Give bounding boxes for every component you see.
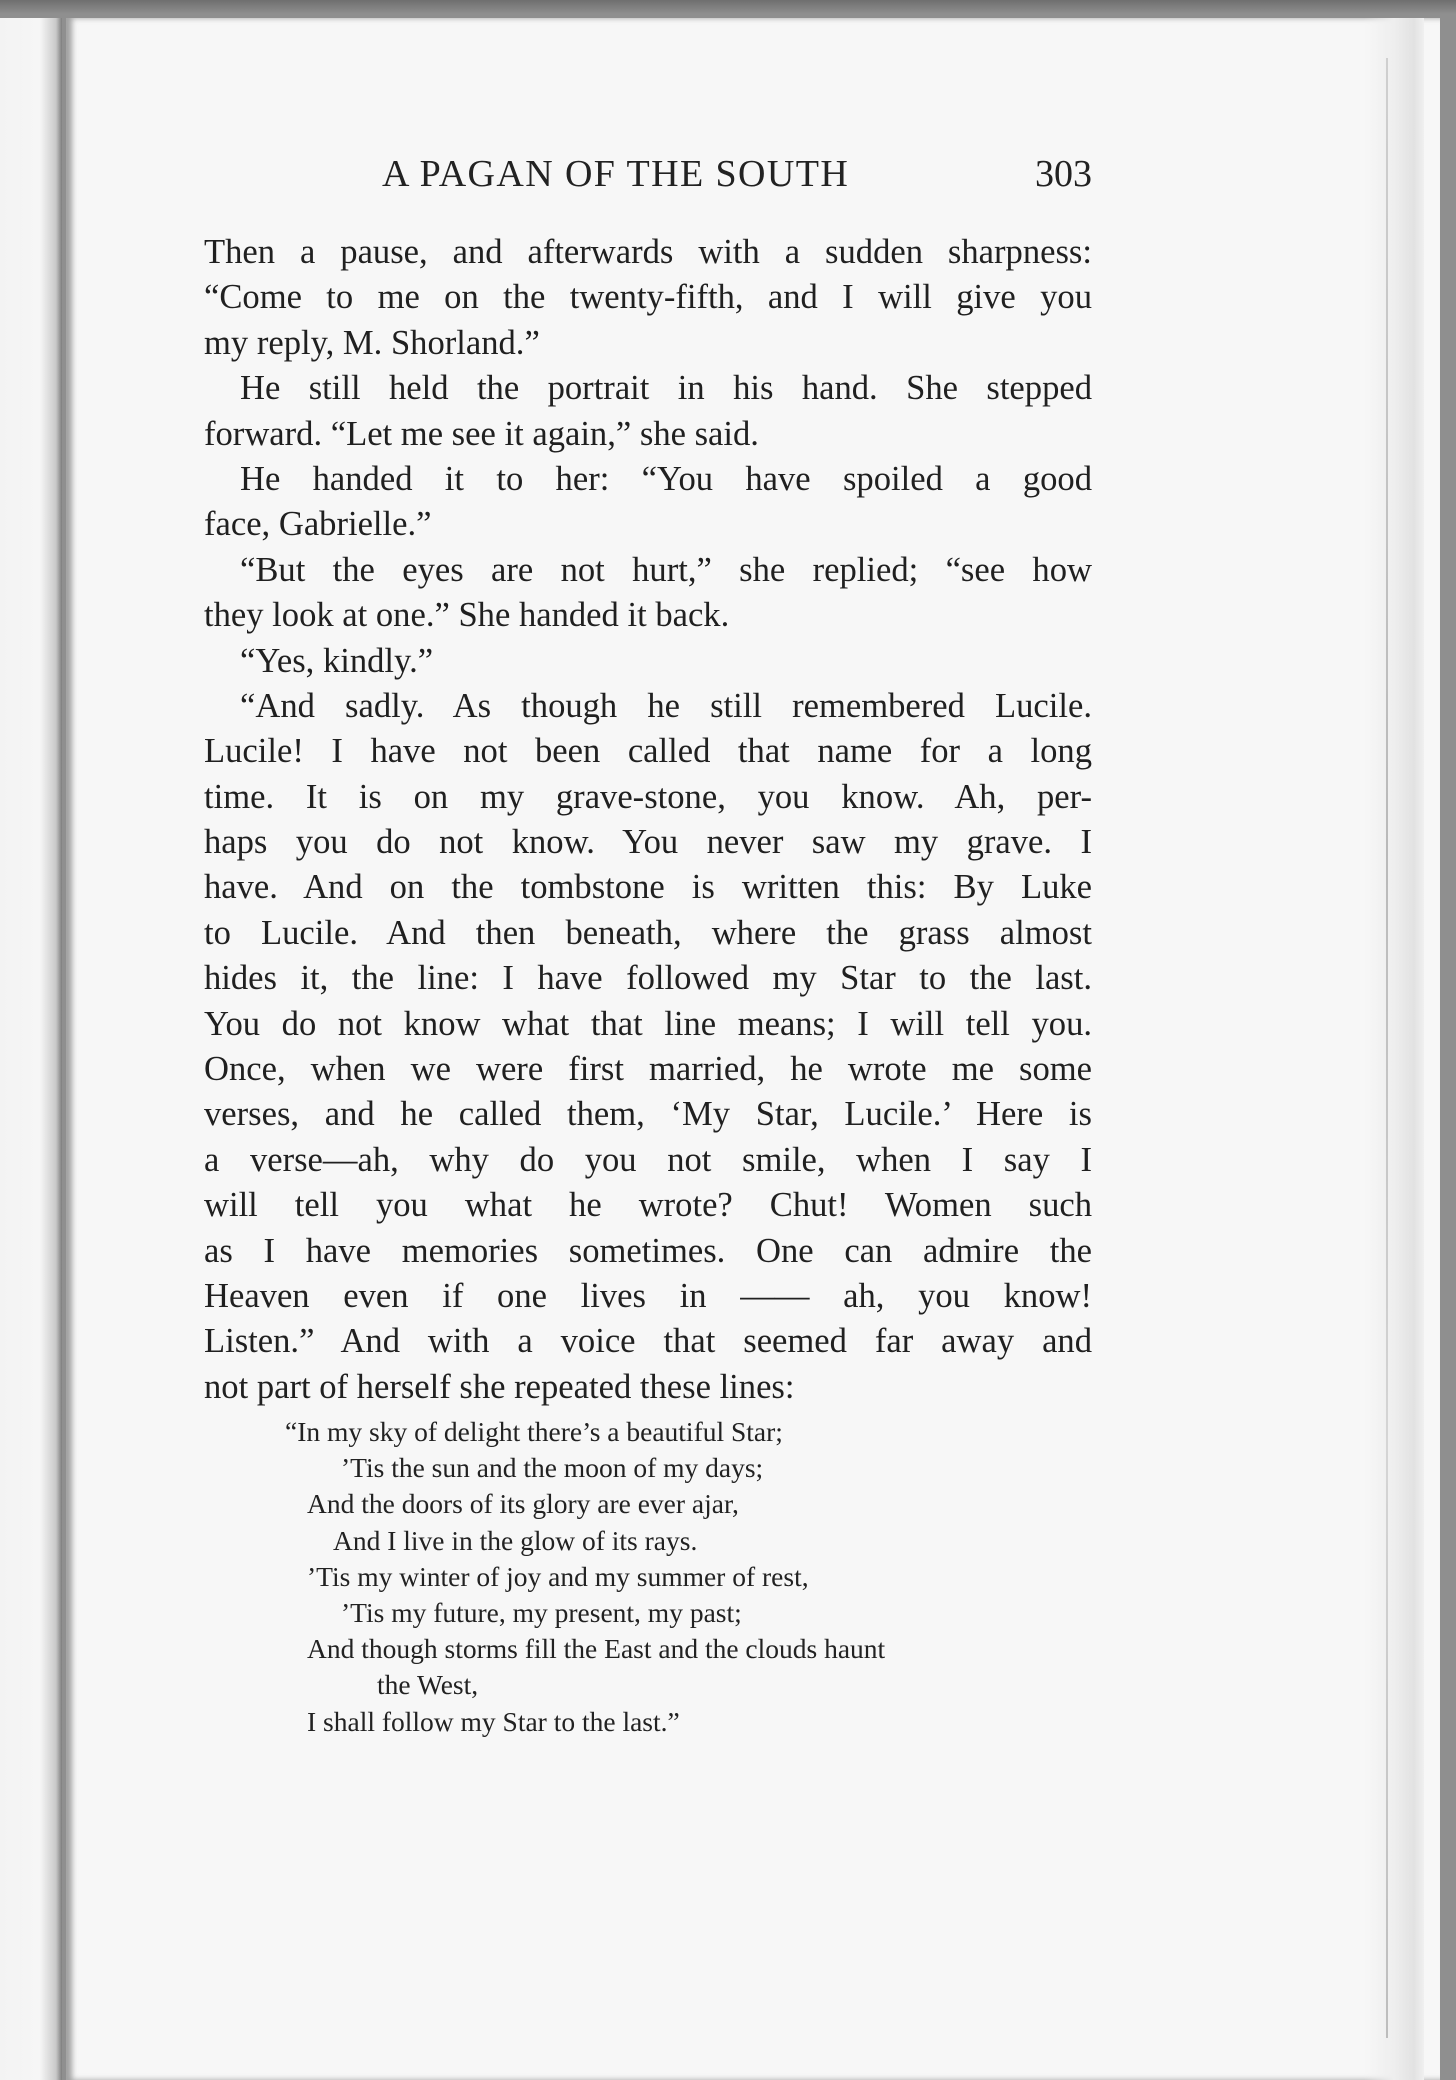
body-text (204, 230, 1092, 1410)
text-line: Listen.” And with a voice that seemed far away and (204, 1322, 1092, 1361)
text-line: Lucile! I have not been called that name for a long (204, 732, 1092, 771)
page-header (204, 152, 1092, 202)
poem (285, 1414, 1105, 1740)
text-line: a verse—ah, why do you not smile, when I say I (204, 1140, 1092, 1179)
text-line: will tell you what he wrote? Chut! Women such (204, 1186, 1092, 1225)
text-line: as I have memories sometimes. One can admire the (204, 1231, 1092, 1270)
page-fore-edge-line (1386, 58, 1388, 2038)
text-line: “But the eyes are not hurt,” she replied; “see how (240, 550, 1092, 589)
poem-line: ’Tis the sun and the moon of my days; (341, 1452, 764, 1484)
text-line: my reply, M. Shorland.” (204, 323, 540, 362)
page-number: 303 (1035, 153, 1092, 195)
text-line: Once, when we were first married, he wrote me some (204, 1050, 1092, 1089)
page-fore-edge (1364, 18, 1424, 2080)
text-line: they look at one.” She handed it back. (204, 596, 730, 635)
text-line: “Yes, kindly.” (240, 641, 434, 680)
text-line: time. It is on my grave-stone, you know. Ah, per- (204, 777, 1092, 816)
running-head: A PAGAN OF THE SOUTH (382, 153, 850, 195)
text-line: verses, and he called them, ‘My Star, Lucile.’ Here is (204, 1095, 1092, 1134)
poem-line: And I live in the glow of its rays. (333, 1524, 698, 1556)
text-line: forward. “Let me see it again,” she said. (204, 414, 759, 453)
text-line: You do not know what that line means; I will tell you. (204, 1004, 1092, 1043)
poem-line: ’Tis my winter of joy and my summer of rest, (307, 1560, 809, 1592)
text-line: face, Gabrielle.” (204, 505, 432, 544)
poem-line: And though storms fill the East and the clouds haunt (307, 1633, 886, 1665)
text-line: He still held the portrait in his hand. She stepped (240, 369, 1092, 408)
text-line: He handed it to her: “You have spoiled a good (240, 459, 1092, 498)
text-line: Then a pause, and afterwards with a sudden sharpness: (204, 233, 1092, 271)
text-line: to Lucile. And then beneath, where the grass almost (204, 913, 1092, 952)
facing-page-edge (0, 18, 62, 2080)
text-line: haps you do not know. You never saw my grave. I (204, 823, 1092, 862)
text-line: “And sadly. As though he still remembered Lucile. (240, 686, 1092, 725)
poem-line: I shall follow my Star to the last.” (307, 1705, 680, 1737)
text-line: have. And on the tombstone is written this: By Luke (204, 868, 1092, 907)
poem-line: ’Tis my future, my present, my past; (341, 1596, 742, 1628)
poem-line: And the doors of its glory are ever ajar, (307, 1488, 739, 1520)
text-line: “Come to me on the twenty-fifth, and I will give you (204, 278, 1092, 317)
text-line: hides it, the line: I have followed my Star to the last. (204, 959, 1092, 998)
text-line: not part of herself she repeated these lines: (204, 1367, 795, 1406)
poem-line: “In my sky of delight there’s a beautiful Star; (285, 1416, 783, 1447)
text-line: Heaven even if one lives in —— ah, you know! (204, 1276, 1092, 1315)
poem-line: the West, (377, 1669, 479, 1701)
